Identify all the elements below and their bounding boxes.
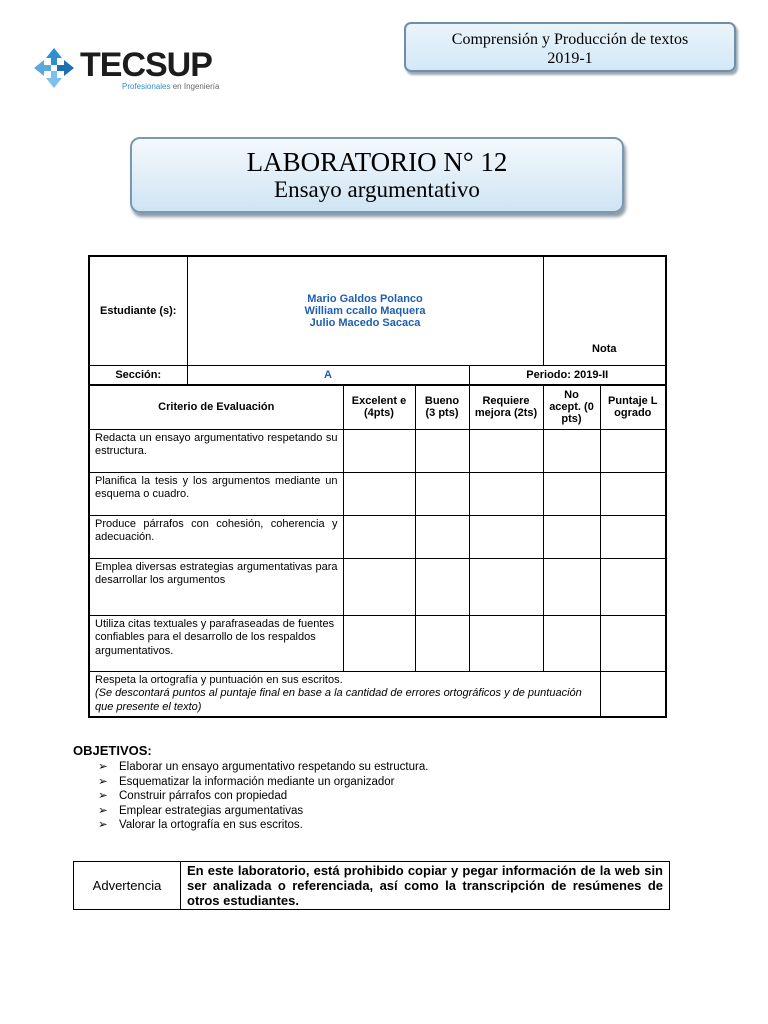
arrow-bullet-icon: ➢ <box>98 775 108 788</box>
student-name: Julio Macedo Sacaca <box>309 316 421 329</box>
header-puntaje: Puntaje Logrado <box>600 385 666 429</box>
score-cell <box>543 472 600 515</box>
score-cell <box>543 558 600 615</box>
orthography-note: (Se descontará puntos al puntaje final en base a la cantidad de errores ortográficos y de puntuación que presente el texto) <box>95 687 582 713</box>
course-title: Comprensión y Producción de textos <box>451 31 689 48</box>
course-year: 2019-1 <box>547 50 593 67</box>
score-cell <box>543 515 600 558</box>
score-cell <box>343 472 415 515</box>
table-row <box>89 515 666 558</box>
header-bueno: Bueno (3 pts) <box>415 385 469 429</box>
score-cell <box>343 515 415 558</box>
arrow-bullet-icon: ➢ <box>98 790 108 802</box>
list-item: ➢ Elaborar un ensayo argumentativo respetando su estructura. <box>98 761 429 773</box>
header-requiere: Requiere mejora (2ts) <box>469 385 543 429</box>
header-excelente: Excelent e (4pts) <box>343 385 415 429</box>
score-cell <box>343 558 415 615</box>
list-item: ➢ Emplear estrategias argumentativas <box>98 804 304 817</box>
score-cell <box>343 615 415 671</box>
score-cell <box>469 515 543 558</box>
criterion-text: Emplea diversas estrategias argumentativas para desarrollar los argumentos <box>89 558 343 615</box>
lab-title: LABORATORIO N° 12 <box>246 147 508 177</box>
section-value: A <box>187 365 469 385</box>
score-cell <box>600 515 666 558</box>
student-label: Estudiante (s): <box>89 256 187 365</box>
list-item: ➢ Esquematizar la información mediante un organizador <box>98 775 395 788</box>
orthography-text: Respeta la ortografía y puntuación en sus escritos. <box>95 673 343 686</box>
arrow-bullet-icon: ➢ <box>98 804 108 817</box>
score-cell <box>600 615 666 671</box>
score-cell <box>415 515 469 558</box>
logo-arrows-icon <box>32 46 76 90</box>
student-name: William ccallo Maquera <box>304 304 426 317</box>
criterion-text: Produce párrafos con cohesión, coherencia y adecuación. <box>89 515 343 558</box>
list-item: ➢ Valorar la ortografía en sus escritos. <box>98 819 303 831</box>
header-criterio: Criterio de Evaluación <box>89 385 343 429</box>
criterion-text: Planifica la tesis y los argumentos mediante un esquema o cuadro. <box>89 472 343 515</box>
arrow-bullet-icon: ➢ <box>98 761 108 773</box>
score-cell <box>415 558 469 615</box>
score-cell <box>415 615 469 671</box>
rubric-table <box>88 255 667 718</box>
orthography-criterion <box>89 671 600 717</box>
section-label: Sección: <box>89 365 187 385</box>
table-row <box>89 472 666 515</box>
table-row <box>89 671 666 717</box>
period-label: Periodo: 2019-II <box>469 365 666 385</box>
list-item: ➢ Construir párrafos con propiedad <box>98 790 288 802</box>
score-cell <box>600 472 666 515</box>
score-cell <box>600 671 666 717</box>
logo-wordmark: TECSUP <box>80 46 212 84</box>
score-cell <box>543 615 600 671</box>
header-no-acept: No acept. (0 pts) <box>543 385 600 429</box>
score-cell <box>415 472 469 515</box>
score-cell <box>600 558 666 615</box>
tecsup-logo <box>32 42 232 98</box>
student-names <box>187 256 543 365</box>
score-cell <box>469 558 543 615</box>
criterion-text: Utiliza citas textuales y parafraseadas de fuentes confiables para el desarrollo de los respaldos argumentativos. <box>89 615 343 671</box>
score-cell <box>469 429 543 472</box>
score-cell <box>600 429 666 472</box>
criterion-text: Redacta un ensayo argumentativo respetando su estructura. <box>89 429 343 472</box>
student-name: Mario Galdos Polanco <box>307 292 423 305</box>
course-title-box <box>404 22 736 72</box>
score-cell <box>469 472 543 515</box>
table-row <box>89 429 666 472</box>
nota-label: Nota <box>543 256 666 365</box>
warning-label: Advertencia <box>74 862 181 910</box>
warning-text: En este laboratorio, está prohibido copiar y pegar información de la web sin ser analizada o referenciada, así como la transcripción de resúmenes de otros estudiantes. <box>181 862 670 910</box>
score-cell <box>415 429 469 472</box>
score-cell <box>469 615 543 671</box>
objectives-title: OBJETIVOS: <box>73 743 152 758</box>
warning-table <box>73 861 670 910</box>
logo-tagline: Profesionales en Ingeniería <box>122 82 220 91</box>
score-cell <box>543 429 600 472</box>
table-row <box>89 558 666 615</box>
lab-subtitle: Ensayo argumentativo <box>274 177 480 202</box>
objectives-list <box>98 760 428 833</box>
arrow-bullet-icon: ➢ <box>98 819 108 831</box>
lab-title-box <box>130 137 624 213</box>
table-row <box>89 615 666 671</box>
score-cell <box>343 429 415 472</box>
